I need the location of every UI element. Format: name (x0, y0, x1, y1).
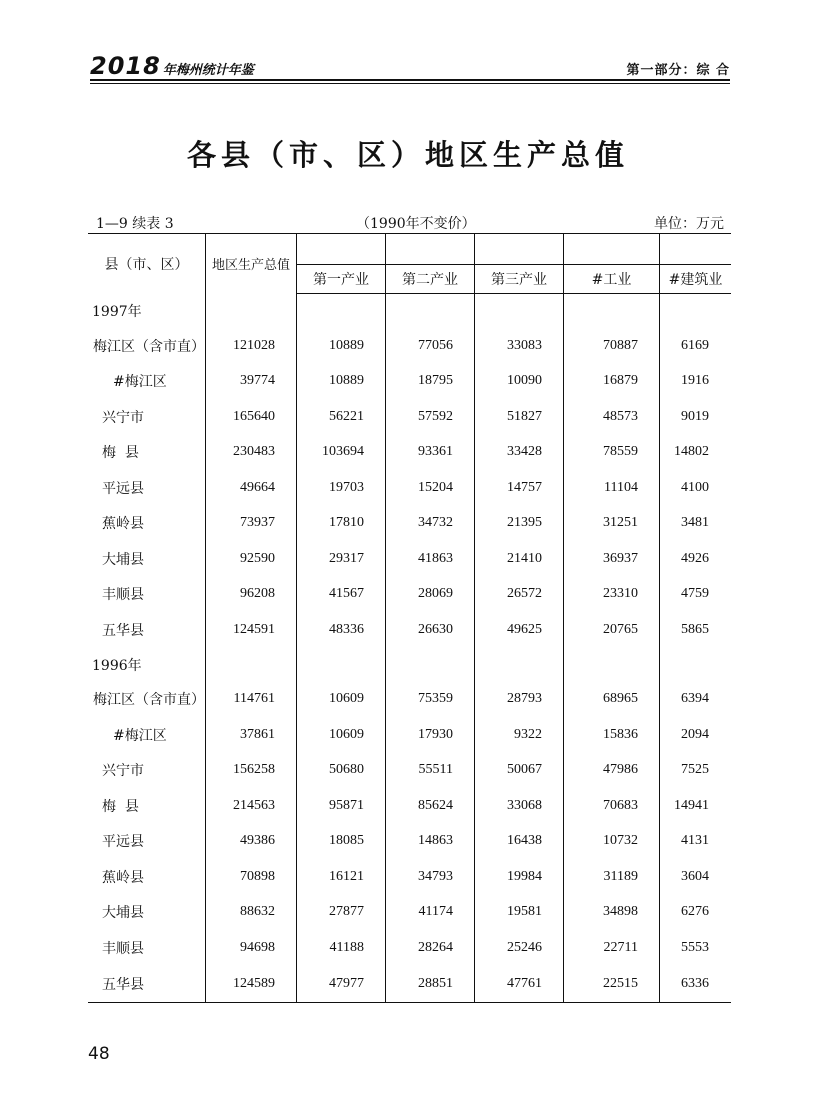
cell-tertiary: 33068 (475, 788, 564, 824)
table-row (88, 753, 731, 789)
cell-primary: 10609 (297, 717, 386, 753)
header-spacer (386, 234, 475, 265)
cell-primary: 19703 (297, 470, 386, 506)
year-label: 1997年 (88, 294, 206, 329)
unit-label: 单位：万元 (654, 216, 724, 232)
cell-secondary: 15204 (386, 470, 475, 506)
book-title (90, 52, 254, 80)
cell-industry: 47986 (564, 753, 660, 789)
cell-industry: 22515 (564, 966, 660, 1003)
region-name: 平远县 (88, 470, 206, 506)
region-name: #梅江区 (88, 364, 206, 400)
cell-industry: 68965 (564, 682, 660, 718)
region-name: 梅江区（含市直） (88, 328, 206, 364)
table-id: 1—9 续表 3 (96, 216, 174, 232)
table-row (88, 682, 731, 718)
cell-industry: 11104 (564, 470, 660, 506)
col-header-primary: 第一产业 (297, 265, 386, 294)
cell-construction: 3604 (681, 868, 709, 884)
cell-construction: 6276 (681, 904, 709, 920)
cell-primary: 18085 (297, 824, 386, 860)
region-name: #梅江区 (88, 717, 206, 753)
region-name: 蕉岭县 (88, 506, 206, 542)
cell-tertiary: 47761 (475, 966, 564, 1003)
cell-construction: 4131 (681, 833, 709, 849)
cell-construction: 4100 (681, 479, 709, 495)
cell-industry: 78559 (564, 435, 660, 471)
cell-primary: 41188 (297, 930, 386, 966)
cell-secondary: 18795 (386, 364, 475, 400)
cell-construction: 6394 (681, 691, 709, 707)
table-row (88, 824, 731, 860)
table-row (88, 612, 731, 648)
cell-secondary: 14863 (386, 824, 475, 860)
book-name: 年梅州统计年鉴 (162, 63, 254, 78)
cell-industry: 10732 (564, 824, 660, 860)
part-label: 第一部分：综 合 (626, 63, 730, 78)
year-row (88, 294, 731, 329)
cell-construction: 4926 (681, 550, 709, 566)
header-spacer (297, 234, 386, 265)
cell-gdp: 124591 (206, 612, 297, 648)
cell-primary: 103694 (297, 435, 386, 471)
cell-tertiary: 21410 (475, 541, 564, 577)
year-label: 1996年 (88, 648, 206, 682)
cell-industry: 48573 (564, 399, 660, 435)
cell-construction: 14802 (674, 444, 709, 460)
header-spacer (564, 234, 660, 265)
cell-gdp: 92590 (206, 541, 297, 577)
header-spacer (475, 234, 564, 265)
region-name: 五华县 (88, 966, 206, 1003)
cell-construction: 6169 (681, 337, 709, 353)
cell-primary: 56221 (297, 399, 386, 435)
cell-industry: 36937 (564, 541, 660, 577)
col-header-industry: #工业 (564, 265, 660, 294)
cell-gdp: 73937 (206, 506, 297, 542)
cell-gdp: 156258 (206, 753, 297, 789)
region-name: 梅 县 (88, 788, 206, 824)
cell-gdp: 37861 (206, 717, 297, 753)
cell-tertiary: 28793 (475, 682, 564, 718)
table-row (88, 435, 731, 471)
cell-secondary: 34732 (386, 506, 475, 542)
page-number: 48 (88, 1044, 110, 1064)
cell-primary: 17810 (297, 506, 386, 542)
cell-gdp: 94698 (206, 930, 297, 966)
region-name: 兴宁市 (88, 399, 206, 435)
col-header-region: 县（市、区） (88, 234, 206, 294)
table-row (88, 717, 731, 753)
col-header-construction: #建筑业 (660, 265, 732, 294)
region-name: 蕉岭县 (88, 859, 206, 895)
cell-tertiary: 33428 (475, 435, 564, 471)
cell-gdp: 70898 (206, 859, 297, 895)
cell-tertiary: 21395 (475, 506, 564, 542)
cell-industry: 31251 (564, 506, 660, 542)
cell-industry: 70683 (564, 788, 660, 824)
cell-construction: 5865 (681, 621, 709, 637)
cell-industry: 16879 (564, 364, 660, 400)
cell-tertiary: 33083 (475, 328, 564, 364)
cell-industry: 31189 (564, 859, 660, 895)
cell-primary: 27877 (297, 895, 386, 931)
cell-secondary: 57592 (386, 399, 475, 435)
cell-secondary: 77056 (386, 328, 475, 364)
table-row (88, 966, 731, 1003)
cell-industry: 34898 (564, 895, 660, 931)
header-rule-thin (90, 83, 730, 84)
cell-primary: 10609 (297, 682, 386, 718)
cell-tertiary: 50067 (475, 753, 564, 789)
region-name: 五华县 (88, 612, 206, 648)
region-name: 梅 县 (88, 435, 206, 471)
cell-gdp: 49664 (206, 470, 297, 506)
cell-gdp: 121028 (206, 328, 297, 364)
cell-gdp: 49386 (206, 824, 297, 860)
col-header-gdp: 地区生产总值 (206, 234, 297, 294)
cell-secondary: 28069 (386, 577, 475, 613)
table-row (88, 895, 731, 931)
cell-primary: 41567 (297, 577, 386, 613)
cell-construction: 1916 (681, 373, 709, 389)
cell-construction: 3481 (681, 515, 709, 531)
region-name: 梅江区（含市直） (88, 682, 206, 718)
page-title: 各县（市、区）地区生产总值 (186, 138, 629, 172)
header-spacer (660, 234, 732, 265)
cell-primary: 10889 (297, 364, 386, 400)
region-name: 丰顺县 (88, 930, 206, 966)
cell-primary: 10889 (297, 328, 386, 364)
cell-gdp: 96208 (206, 577, 297, 613)
cell-primary: 48336 (297, 612, 386, 648)
year-row (88, 648, 731, 682)
cell-gdp: 124589 (206, 966, 297, 1003)
cell-tertiary: 14757 (475, 470, 564, 506)
cell-construction: 5553 (681, 939, 709, 955)
gdp-table (88, 233, 731, 1003)
table-row (88, 399, 731, 435)
cell-tertiary: 19984 (475, 859, 564, 895)
cell-tertiary: 25246 (475, 930, 564, 966)
region-name: 丰顺县 (88, 577, 206, 613)
cell-construction: 2094 (681, 726, 709, 742)
cell-construction: 14941 (674, 797, 709, 813)
region-name: 大埔县 (88, 541, 206, 577)
cell-construction: 7525 (681, 762, 709, 778)
cell-gdp: 214563 (206, 788, 297, 824)
table-row (88, 859, 731, 895)
table-row (88, 541, 731, 577)
region-name: 大埔县 (88, 895, 206, 931)
cell-construction: 9019 (681, 408, 709, 424)
cell-secondary: 93361 (386, 435, 475, 471)
cell-secondary: 85624 (386, 788, 475, 824)
page-header (90, 52, 730, 78)
cell-industry: 70887 (564, 328, 660, 364)
cell-primary: 50680 (297, 753, 386, 789)
col-header-tertiary: 第三产业 (475, 265, 564, 294)
cell-primary: 16121 (297, 859, 386, 895)
book-year: 2018 (90, 52, 161, 80)
cell-tertiary: 19581 (475, 895, 564, 931)
region-name: 兴宁市 (88, 753, 206, 789)
cell-secondary: 41863 (386, 541, 475, 577)
cell-secondary: 28264 (386, 930, 475, 966)
cell-tertiary: 26572 (475, 577, 564, 613)
table-row (88, 788, 731, 824)
cell-tertiary: 10090 (475, 364, 564, 400)
cell-industry: 22711 (564, 930, 660, 966)
table-row (88, 577, 731, 613)
cell-industry: 15836 (564, 717, 660, 753)
cell-primary: 95871 (297, 788, 386, 824)
cell-gdp: 114761 (206, 682, 297, 718)
cell-secondary: 75359 (386, 682, 475, 718)
cell-primary: 29317 (297, 541, 386, 577)
table-row (88, 506, 731, 542)
cell-tertiary: 51827 (475, 399, 564, 435)
cell-tertiary: 9322 (475, 717, 564, 753)
cell-secondary: 28851 (386, 966, 475, 1003)
cell-gdp: 230483 (206, 435, 297, 471)
cell-industry: 20765 (564, 612, 660, 648)
col-header-secondary: 第二产业 (386, 265, 475, 294)
cell-secondary: 55511 (386, 753, 475, 789)
table-row (88, 328, 731, 364)
cell-construction: 4759 (681, 586, 709, 602)
cell-gdp: 88632 (206, 895, 297, 931)
table-row (88, 364, 731, 400)
cell-gdp: 165640 (206, 399, 297, 435)
table-row (88, 930, 731, 966)
region-name: 平远县 (88, 824, 206, 860)
cell-secondary: 34793 (386, 859, 475, 895)
cell-gdp: 39774 (206, 364, 297, 400)
cell-industry: 23310 (564, 577, 660, 613)
cell-primary: 47977 (297, 966, 386, 1003)
cell-secondary: 26630 (386, 612, 475, 648)
cell-tertiary: 49625 (475, 612, 564, 648)
cell-construction: 6336 (660, 966, 732, 1003)
cell-secondary: 17930 (386, 717, 475, 753)
header-rule (90, 79, 730, 81)
cell-tertiary: 16438 (475, 824, 564, 860)
price-basis: （1990年不变价） (356, 216, 476, 232)
table-row (88, 470, 731, 506)
cell-secondary: 41174 (386, 895, 475, 931)
